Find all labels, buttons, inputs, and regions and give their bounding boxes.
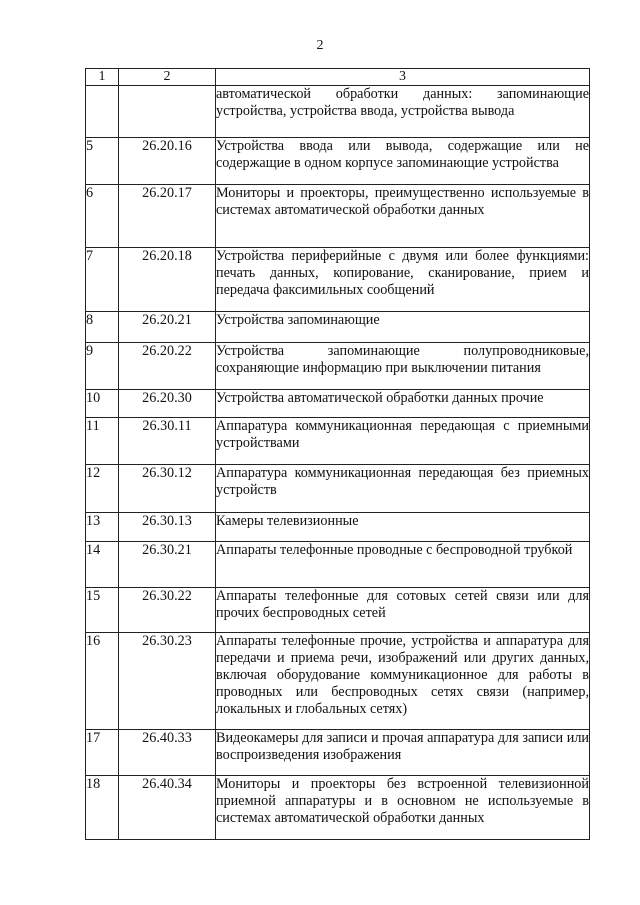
row-number: 12 bbox=[86, 465, 119, 513]
row-number: 17 bbox=[86, 730, 119, 776]
row-description: Камеры телевизионные bbox=[216, 513, 590, 542]
row-description: Мониторы и проекторы без встроенной телевизионной приемной аппаратуры и в основном не используемые в системах автоматической обработки данных bbox=[216, 776, 590, 840]
row-code: 26.30.23 bbox=[119, 633, 216, 730]
table-row bbox=[86, 633, 590, 730]
header-col-3: 3 bbox=[216, 69, 590, 86]
row-code: 26.30.12 bbox=[119, 465, 216, 513]
row-code: 26.30.11 bbox=[119, 418, 216, 465]
row-number: 11 bbox=[86, 418, 119, 465]
header-col-2: 2 bbox=[119, 69, 216, 86]
row-code: 26.20.17 bbox=[119, 185, 216, 248]
row-description: Аппараты телефонные прочие, устройства и аппаратура для передачи и приема речи, изображений или других данных, включая оборудование коммуникационное для работы в проводных или беспроводных сетях связи (например, локальных и глобальных сетях) bbox=[216, 633, 590, 730]
table-row bbox=[86, 465, 590, 513]
row-code: 26.20.16 bbox=[119, 138, 216, 185]
table-row bbox=[86, 776, 590, 840]
row-number: 7 bbox=[86, 248, 119, 312]
table-row bbox=[86, 185, 590, 248]
row-description: Устройства автоматической обработки данных прочие bbox=[216, 390, 590, 418]
row-description: Аппараты телефонные для сотовых сетей связи или для прочих беспроводных сетей bbox=[216, 588, 590, 633]
row-description: Видеокамеры для записи и прочая аппаратура для записи или воспроизведения изображения bbox=[216, 730, 590, 776]
table-row bbox=[86, 248, 590, 312]
row-code: 26.20.30 bbox=[119, 390, 216, 418]
page-number: 2 bbox=[316, 38, 324, 53]
row-number: 6 bbox=[86, 185, 119, 248]
table-row bbox=[86, 542, 590, 588]
header-col-1: 1 bbox=[86, 69, 119, 86]
row-code bbox=[119, 86, 216, 138]
row-description: Аппараты телефонные проводные с беспроводной трубкой bbox=[216, 542, 590, 588]
row-description: автоматической обработки данных: запоминающие устройства, устройства ввода, устройства вывода bbox=[216, 86, 590, 138]
row-description: Устройства ввода или вывода, содержащие или не содержащие в одном корпусе запоминающие устройства bbox=[216, 138, 590, 185]
row-description: Устройства периферийные с двумя или более функциями: печать данных, копирование, сканирование, прием и передача факсимильных сообщений bbox=[216, 248, 590, 312]
row-description: Устройства запоминающие полупроводниковые, сохраняющие информацию при выключении питания bbox=[216, 343, 590, 390]
row-number: 5 bbox=[86, 138, 119, 185]
table-row bbox=[86, 390, 590, 418]
row-code: 26.30.21 bbox=[119, 542, 216, 588]
row-code: 26.40.33 bbox=[119, 730, 216, 776]
table-row bbox=[86, 138, 590, 185]
row-description: Аппаратура коммуникационная передающая без приемных устройств bbox=[216, 465, 590, 513]
table-row bbox=[86, 312, 590, 343]
row-code: 26.30.13 bbox=[119, 513, 216, 542]
table-header-row bbox=[86, 69, 590, 86]
row-description: Мониторы и проекторы, преимущественно используемые в системах автоматической обработки данных bbox=[216, 185, 590, 248]
row-code: 26.20.18 bbox=[119, 248, 216, 312]
table-row bbox=[86, 418, 590, 465]
row-number: 15 bbox=[86, 588, 119, 633]
row-number bbox=[86, 86, 119, 138]
row-code: 26.20.21 bbox=[119, 312, 216, 343]
row-number: 10 bbox=[86, 390, 119, 418]
row-description: Устройства запоминающие bbox=[216, 312, 590, 343]
row-number: 18 bbox=[86, 776, 119, 840]
row-number: 14 bbox=[86, 542, 119, 588]
table-row bbox=[86, 343, 590, 390]
document-table bbox=[85, 68, 590, 840]
table-row bbox=[86, 513, 590, 542]
table-row bbox=[86, 588, 590, 633]
row-code: 26.20.22 bbox=[119, 343, 216, 390]
row-code: 26.30.22 bbox=[119, 588, 216, 633]
row-number: 8 bbox=[86, 312, 119, 343]
row-number: 9 bbox=[86, 343, 119, 390]
table-row bbox=[86, 86, 590, 138]
row-number: 16 bbox=[86, 633, 119, 730]
row-description: Аппаратура коммуникационная передающая с приемными устройствами bbox=[216, 418, 590, 465]
row-number: 13 bbox=[86, 513, 119, 542]
table-row bbox=[86, 730, 590, 776]
row-code: 26.40.34 bbox=[119, 776, 216, 840]
